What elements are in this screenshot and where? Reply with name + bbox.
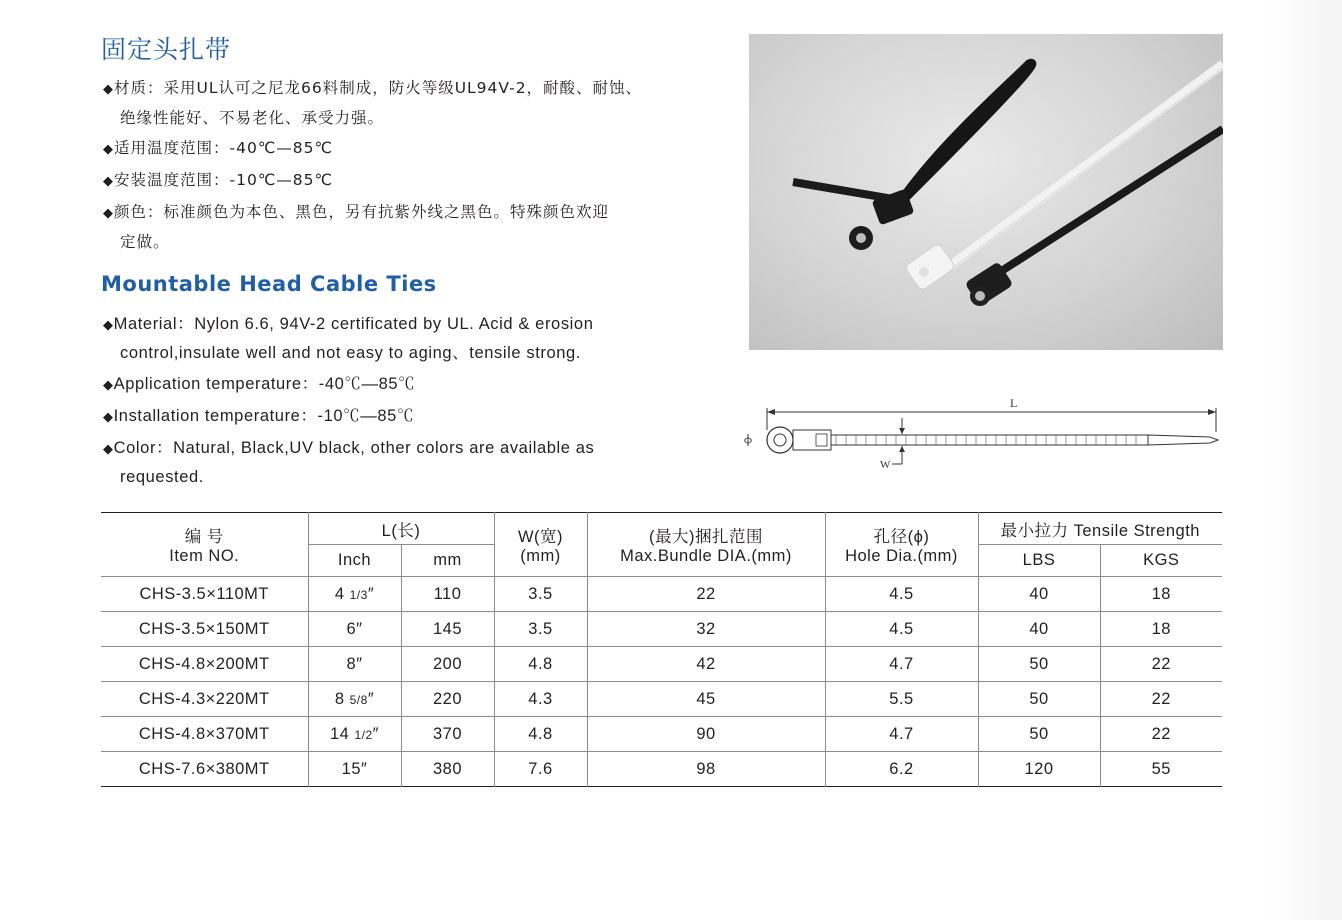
cell-item: CHS-3.5×110MT: [101, 577, 308, 612]
cell-width: 3.5: [494, 612, 587, 647]
spec-cn-color: [103, 198, 609, 256]
table-row: [101, 577, 1222, 612]
spec-cn-material-line1: 材质：采用UL认可之尼龙66料制成，防火等级UL94V-2，耐酸、耐蚀、: [114, 79, 643, 97]
cell-bundle: 98: [587, 752, 825, 787]
header-item-cn: 编 号: [184, 528, 224, 546]
spec-cn-color-line2: 定做。: [120, 233, 170, 251]
spec-en-install-temp: [103, 402, 414, 431]
page-edge-shade: [1262, 0, 1342, 920]
cell-width: 3.5: [494, 577, 587, 612]
cell-mm: 370: [401, 717, 494, 752]
cell-bundle: 32: [587, 612, 825, 647]
header-mm: mm: [401, 545, 494, 577]
spec-cn-install-temp: [103, 166, 333, 196]
cell-lbs: 120: [978, 752, 1100, 787]
spec-cn-material-line2: 绝缘性能好、不易老化、承受力强。: [120, 109, 385, 127]
header-hole: [825, 513, 978, 577]
spec-cn-app-temp: [103, 134, 333, 164]
cell-mm: 380: [401, 752, 494, 787]
spec-en-color-line2: requested.: [120, 468, 204, 486]
black-loop-tie: [889, 63, 1032, 219]
cell-bundle: 90: [587, 717, 825, 752]
cell-bundle: 42: [587, 647, 825, 682]
header-item: [101, 513, 308, 577]
spec-en-material-line2: control,insulate well and not easy to aging、tensile strong.: [120, 344, 581, 362]
spec-en-color: [103, 434, 594, 491]
spec-cn-color-line1: 颜色：标准颜色为本色、黑色，另有抗紫外线之黑色。特殊颜色欢迎: [114, 203, 610, 221]
cell-mm: 145: [401, 612, 494, 647]
bullet-icon: ◆: [103, 174, 114, 189]
bullet-icon: ◆: [103, 82, 114, 97]
length-label: L: [1010, 396, 1018, 410]
cell-item: CHS-3.5×150MT: [101, 612, 308, 647]
cell-item: CHS-4.8×370MT: [101, 717, 308, 752]
spec-en-app-temp: [103, 370, 415, 399]
cell-hole: 5.5: [825, 682, 978, 717]
bullet-icon: ◆: [103, 142, 114, 157]
cell-hole: 6.2: [825, 752, 978, 787]
bullet-icon: ◆: [103, 441, 114, 456]
spec-cn-install-temp-line: 安装温度范围：-10℃—85℃: [114, 171, 333, 189]
cell-inch: 8″: [308, 647, 401, 682]
cell-hole: 4.7: [825, 717, 978, 752]
header-hole-en: Hole Dia.(mm): [845, 547, 958, 565]
dimension-diagram: [740, 390, 1230, 480]
cell-width: 4.8: [494, 647, 587, 682]
spec-cn-material: [103, 74, 642, 132]
cell-item: CHS-4.8×200MT: [101, 647, 308, 682]
cell-bundle: 45: [587, 682, 825, 717]
spec-en-install-temp-line: Installation temperature：-10℃—85℃: [113, 407, 415, 425]
table-row: [101, 682, 1222, 717]
header-hole-cn: 孔径(ϕ): [873, 528, 930, 546]
cell-item: CHS-4.3×220MT: [101, 682, 308, 717]
white-tie-strap: [939, 64, 1223, 274]
cell-inch: 15″: [308, 752, 401, 787]
cell-hole: 4.5: [825, 577, 978, 612]
bullet-icon: ◆: [103, 317, 114, 332]
cell-lbs: 40: [978, 577, 1100, 612]
spec-en-color-line1: Color：Natural, Black,UV black, other colors are available as: [113, 439, 595, 457]
cell-kgs: 55: [1100, 752, 1222, 787]
spec-en-material: [103, 310, 594, 367]
cell-width: 4.8: [494, 717, 587, 752]
bullet-icon: ◆: [103, 377, 114, 392]
cable-ties-illustration: [749, 34, 1223, 350]
header-length: L(长): [308, 513, 494, 545]
spec-cn-app-temp-line: 适用温度范围：-40℃—85℃: [114, 139, 333, 157]
hole-label: Φ: [744, 435, 753, 447]
cell-kgs: 22: [1100, 717, 1222, 752]
cell-mm: 220: [401, 682, 494, 717]
spec-en-material-line1: Material：Nylon 6.6, 94V-2 certificated by UL. Acid & erosion: [113, 315, 594, 333]
black-loop-tie-head: [849, 189, 914, 250]
cell-kgs: 18: [1100, 612, 1222, 647]
cell-lbs: 50: [978, 682, 1100, 717]
header-width-line1: W(宽): [517, 528, 564, 546]
spec-table: [101, 512, 1222, 787]
width-label: W: [880, 459, 891, 471]
cell-hole: 4.5: [825, 612, 978, 647]
cell-kgs: 22: [1100, 647, 1222, 682]
header-bundle: [587, 513, 825, 577]
table-row: [101, 752, 1222, 787]
cell-lbs: 40: [978, 612, 1100, 647]
title-chinese: 固定头扎带: [101, 35, 232, 64]
header-lbs: LBS: [978, 545, 1100, 577]
header-kgs: KGS: [1100, 545, 1222, 577]
cell-kgs: 18: [1100, 577, 1222, 612]
cell-kgs: 22: [1100, 682, 1222, 717]
table-row: [101, 612, 1222, 647]
bullet-icon: ◆: [103, 206, 114, 221]
cell-bundle: 22: [587, 577, 825, 612]
header-tensile: 最小拉力 Tensile Strength: [978, 513, 1222, 545]
title-english: Mountable Head Cable Ties: [101, 272, 437, 296]
cell-inch: 8 5/8″: [308, 682, 401, 717]
cell-lbs: 50: [978, 647, 1100, 682]
product-photo: [749, 34, 1223, 350]
cell-mm: 200: [401, 647, 494, 682]
tie-drawing: [740, 390, 1230, 480]
header-bundle-cn: (最大)捆扎范围: [649, 528, 763, 546]
cell-item: CHS-7.6×380MT: [101, 752, 308, 787]
header-width-line2: (mm): [520, 547, 561, 565]
cell-width: 7.6: [494, 752, 587, 787]
header-item-en: Item NO.: [169, 547, 240, 565]
cell-lbs: 50: [978, 717, 1100, 752]
header-width: [494, 513, 587, 577]
table-row: [101, 647, 1222, 682]
bullet-icon: ◆: [103, 409, 114, 424]
cell-mm: 110: [401, 577, 494, 612]
white-tie-head: [904, 243, 956, 292]
cell-inch: 4 1/3″: [308, 577, 401, 612]
cell-width: 4.3: [494, 682, 587, 717]
header-inch: Inch: [308, 545, 401, 577]
cell-inch: 14 1/2″: [308, 717, 401, 752]
spec-en-app-temp-line: Application temperature：-40℃—85℃: [113, 375, 416, 393]
table-row: [101, 717, 1222, 752]
cell-hole: 4.7: [825, 647, 978, 682]
header-bundle-en: Max.Bundle DIA.(mm): [620, 547, 792, 565]
cell-inch: 6″: [308, 612, 401, 647]
